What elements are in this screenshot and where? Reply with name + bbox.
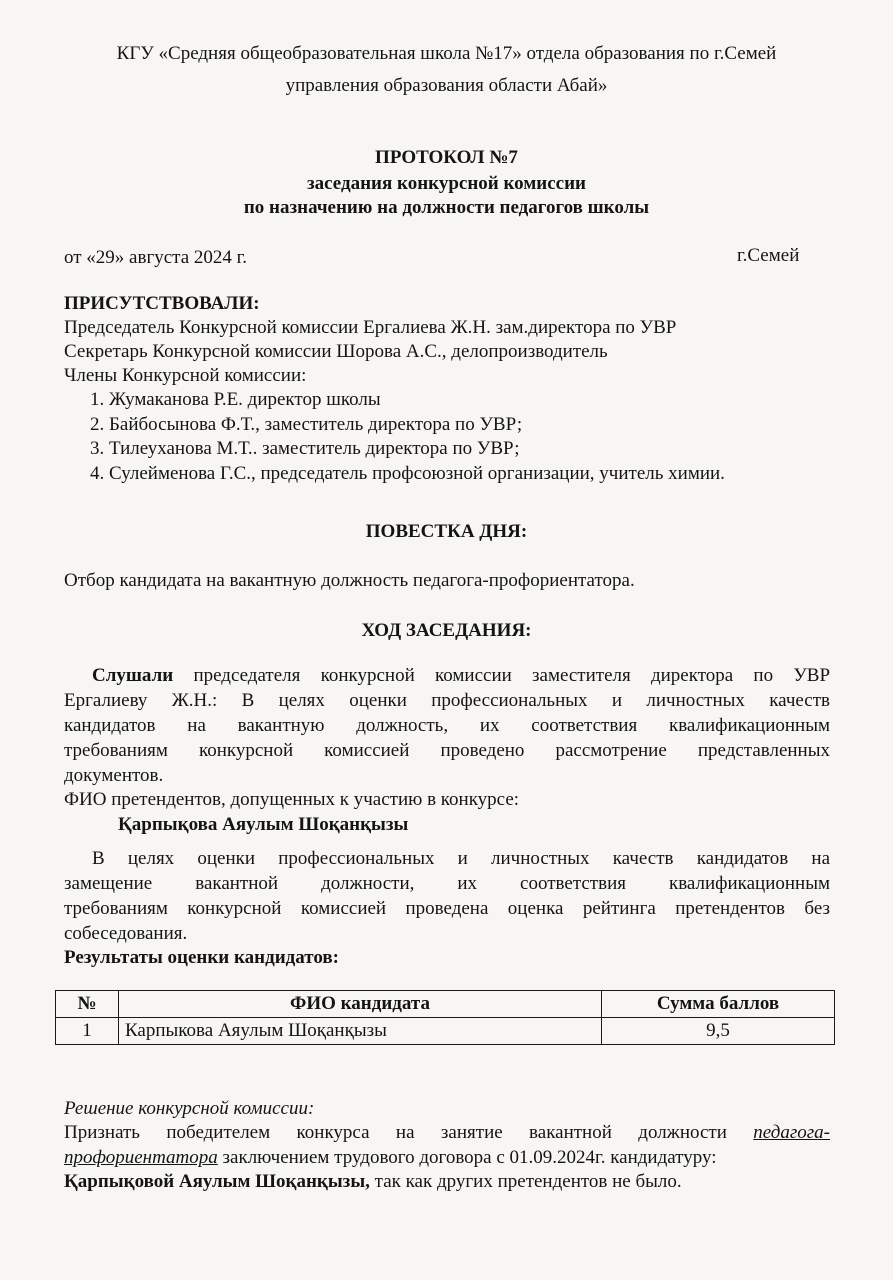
column-header-name: ФИО кандидата (119, 991, 602, 1018)
protocol-city: г.Семей (737, 245, 800, 266)
table-header-row (56, 991, 835, 1018)
heard-label: Слушали (92, 665, 174, 686)
organization-line-1: КГУ «Средняя общеобразовательная школа №17» отдела образования по г.Семей (116, 43, 777, 64)
member-item: 1. Жумаканова Р.Е. директор школы (90, 389, 381, 410)
paragraph-1-line-2: Ергалиеву Ж.Н.: В целях оценки профессиональных и личностных качеств (64, 690, 830, 711)
decision-line-3 (64, 1170, 682, 1194)
member-item: 3. Тилеуханова М.Т.. заместитель директора по УВР; (90, 438, 520, 459)
decision-text-2: заключением трудового договора с 01.09.2024г. кандидатуру: (217, 1147, 717, 1168)
agenda-text: Отбор кандидата на вакантную должность педагога-профориентатора. (64, 570, 635, 591)
paragraph-1-line-4: требованиям конкурсной комиссией проведено рассмотрение представленных (64, 740, 830, 761)
decision-text-3: так как других претендентов не было. (369, 1171, 682, 1192)
member-item: 2. Байбосынова Ф.Т., заместитель директора по УВР; (90, 414, 523, 435)
position-name-part-2: профориентатора (64, 1147, 218, 1168)
proceedings-heading: ХОД ЗАСЕДАНИЯ: (361, 620, 532, 641)
protocol-subtitle-1: заседания конкурсной комиссии (307, 173, 586, 194)
protocol-date: от «29» августа 2024 г. (64, 247, 248, 268)
organization-line-2: управления образования области Абай» (285, 75, 608, 96)
commission-chair: Председатель Конкурсной комиссии Ергалиева Ж.Н. зам.директора по УВР (64, 317, 677, 338)
cell-number: 1 (56, 1018, 119, 1045)
column-header-number: № (56, 991, 119, 1018)
present-heading: ПРИСУТСТВОВАЛИ: (64, 293, 260, 314)
results-heading: Результаты оценки кандидатов: (64, 947, 339, 968)
paragraph-1-line-5: документов. (64, 765, 164, 786)
position-name-part-1: педагога- (753, 1122, 830, 1143)
member-item: 4. Сулейменова Г.С., председатель профсоюзной организации, учитель химии. (90, 463, 725, 484)
paragraph-2-line-2: замещение вакантной должности, их соответствия квалификационным (64, 873, 830, 894)
paragraph-2-line-3: требованиям конкурсной комиссией проведена оценка рейтинга претендентов без (64, 898, 830, 919)
paragraph-1-text: председателя конкурсной комиссии заместителя директора по УВР (193, 665, 831, 686)
paragraph-1-line-3: кандидатов на вакантную должность, их соответствия квалификационным (64, 715, 830, 736)
members-label: Члены Конкурсной комиссии: (64, 365, 307, 386)
decision-text-1: Признать победителем конкурса на занятие вакантной должности (64, 1122, 727, 1143)
candidate-name: Қарпықова Аяулым Шоқанқызы (118, 814, 409, 835)
decision-line-2 (64, 1146, 717, 1170)
decision-heading: Решение конкурсной комиссии: (64, 1098, 315, 1119)
winner-name: Қарпықовой Аяулым Шоқанқызы, (64, 1171, 370, 1192)
results-table (55, 990, 835, 1045)
cell-score: 9,5 (602, 1018, 835, 1045)
paragraph-2-line-4: собеседования. (64, 923, 188, 944)
protocol-title: ПРОТОКОЛ №7 (375, 147, 518, 168)
table-row (56, 1018, 835, 1045)
candidates-label: ФИО претендентов, допущенных к участию в конкурсе: (64, 789, 520, 810)
paragraph-2-line-1: В целях оценки профессиональных и личностных качеств кандидатов на (92, 848, 830, 869)
cell-name: Карпыкова Аяулым Шоқанқызы (119, 1018, 602, 1045)
agenda-heading: ПОВЕСТКА ДНЯ: (365, 521, 528, 542)
protocol-subtitle-2: по назначению на должности педагогов школы (243, 197, 650, 218)
column-header-score: Сумма баллов (602, 991, 835, 1018)
decision-line-1 (64, 1121, 830, 1145)
commission-secretary: Секретарь Конкурсной комиссии Шорова А.С., делопроизводитель (64, 341, 608, 362)
paragraph-1-line-1 (92, 664, 830, 688)
